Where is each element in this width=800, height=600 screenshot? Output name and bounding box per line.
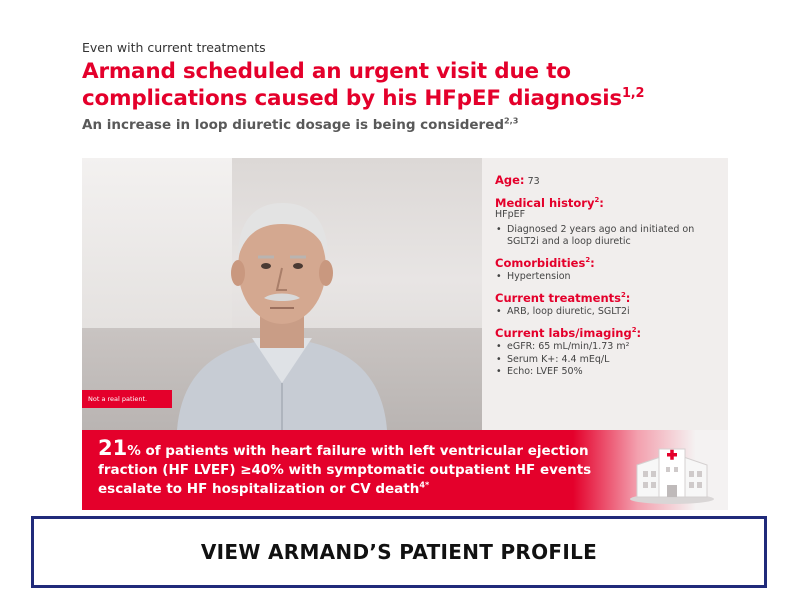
list-item: • Echo: LVEF 50%	[495, 366, 715, 379]
medical-history-list	[495, 224, 715, 249]
age-label: Age:	[495, 173, 525, 187]
medical-history-ref: 2	[594, 195, 600, 204]
labs-ref: 2	[631, 325, 637, 334]
current-treatments-colon: :	[625, 290, 631, 305]
headline-text: Armand scheduled an urgent visit due to complications caused by his HFpEF diagnosis	[82, 59, 622, 111]
statistic-text	[98, 436, 618, 499]
current-treatments-section	[495, 292, 715, 319]
labs-label: Current labs/imaging	[495, 325, 632, 340]
comorbidities-colon: :	[590, 255, 595, 270]
headline-refs: 1,2	[622, 85, 645, 101]
labs-heading	[495, 327, 715, 340]
age-section	[495, 174, 715, 189]
current-treatments-list	[495, 306, 715, 319]
statistic-banner	[82, 430, 728, 510]
statistic-number: 21	[98, 436, 128, 460]
medical-history-heading	[495, 197, 715, 210]
comorbidities-ref: 2	[585, 255, 591, 264]
eyebrow-text: Even with current treatments	[82, 40, 266, 55]
list-item: • Diagnosed 2 years ago and initiated on SGLT2i and a loop diuretic	[495, 224, 715, 249]
medical-history-condition: HFpEF	[495, 209, 526, 220]
current-treatments-label: Current treatments	[495, 290, 621, 305]
labs-section	[495, 327, 715, 379]
patient-photo	[82, 158, 482, 430]
patient-profile-summary	[495, 174, 715, 387]
age-value: 73	[527, 176, 540, 187]
hospital-icon	[627, 435, 717, 505]
page-headline	[82, 58, 722, 112]
medical-history-colon: :	[599, 195, 604, 210]
current-treatments-ref: 2	[621, 290, 626, 299]
list-item: • Serum K+: 4.4 mEq/L	[495, 354, 715, 367]
labs-list	[495, 341, 715, 379]
labs-colon: :	[636, 325, 642, 340]
medical-history-section	[495, 197, 715, 249]
comorbidities-label: Comorbidities	[495, 255, 586, 270]
list-item: • Hypertension	[495, 271, 715, 284]
not-real-patient-label: Not a real patient.	[82, 390, 172, 408]
statistic-refs: 4*	[419, 479, 430, 490]
list-item: • eGFR: 65 mL/min/1.73 m²	[495, 341, 715, 354]
medical-history-label: Medical history	[495, 195, 595, 210]
comorbidities-heading	[495, 257, 715, 270]
comorbidities-list	[495, 271, 715, 284]
subhead-refs: 2,3	[504, 115, 519, 126]
page-subhead	[82, 117, 518, 133]
statistic-body: % of patients with heart failure with left ventricular ejection fraction (HF LVEF) ≥40% with symptomatic outpatient HF events escalate to HF hospitalization or CV death	[98, 443, 592, 497]
comorbidities-section	[495, 257, 715, 284]
subhead-text: An increase in loop diuretic dosage is being considered	[82, 117, 505, 133]
view-patient-profile-button[interactable]: VIEW ARMAND’S PATIENT PROFILE	[31, 516, 767, 588]
patient-card	[82, 158, 728, 510]
current-treatments-heading	[495, 292, 715, 305]
list-item: • ARB, loop diuretic, SGLT2i	[495, 306, 715, 319]
